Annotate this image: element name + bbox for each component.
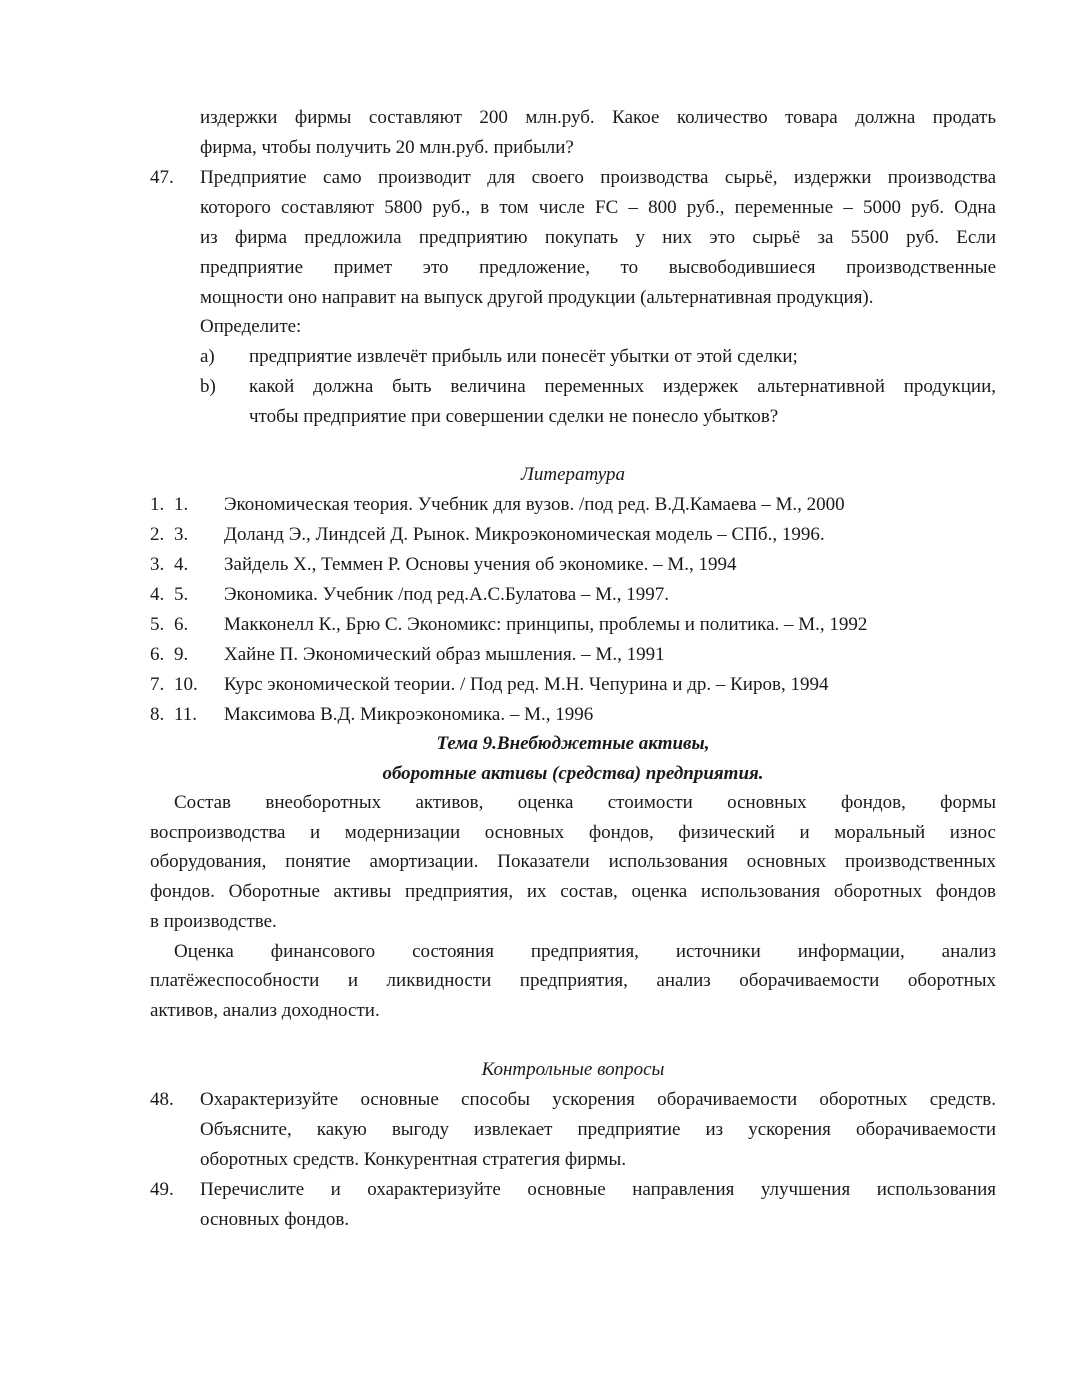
literature-item: Курс экономической теории. / Под ред. М.Н. Чепурина и др. – Киров, 1994	[224, 674, 829, 695]
paragraph-line: издержки фирмы составляют 200 млн.руб. Какое количество товара должна продать	[200, 107, 996, 128]
question-line: Объясните, какую выгоду извлекает предприятие из ускорения оборачиваемости	[200, 1119, 996, 1140]
literature-item: Доланд Э., Линдсей Д. Рынок. Микроэкономическая модель – СПб., 1996.	[224, 524, 825, 545]
question-number: 48.	[150, 1089, 174, 1110]
sub-item-marker: b)	[200, 376, 216, 397]
question-line: Охарактеризуйте основные способы ускорения оборачиваемости оборотных средств.	[200, 1089, 996, 1110]
paragraph-line: воспроизводства и модернизации основных фондов, физический и моральный износ	[150, 822, 996, 843]
paragraph-line: активов, анализ доходности.	[150, 1000, 380, 1021]
question-number: 49.	[150, 1179, 174, 1200]
literature-item: Хайне П. Экономический образ мышления. – М., 1991	[224, 644, 665, 665]
literature-item: Экономика. Учебник /под ред.А.С.Булатова – М., 1997.	[224, 584, 670, 605]
list-number: 6.	[150, 644, 165, 665]
topic-title: оборотные активы (средства) предприятия.	[382, 763, 764, 784]
question-line: оборотных средств. Конкурентная стратегия фирмы.	[200, 1149, 627, 1170]
sub-item-text: чтобы предприятие при совершении сделки не понесло убытков?	[249, 406, 779, 427]
paragraph-line: фондов. Оборотные активы предприятия, их состав, оценка использования оборотных фондов	[150, 881, 996, 902]
list-number: 1.	[150, 494, 165, 515]
list-number: 3.	[150, 554, 165, 575]
question-determine: Определите:	[200, 316, 302, 337]
list-number: 5.	[174, 584, 189, 605]
question-line: предприятие примет это предложение, то высвободившиеся производственные	[200, 257, 996, 278]
question-line: Перечислите и охарактеризуйте основные направления улучшения использования	[200, 1179, 996, 1200]
question-number: 47.	[150, 167, 174, 188]
paragraph-line: в производстве.	[150, 911, 277, 932]
question-line: мощности оно направит на выпуск другой продукции (альтернативная продукция).	[200, 287, 874, 308]
list-number: 6.	[174, 614, 189, 635]
question-line: из фирма предложила предприятию покупать у них это сырьё за 5500 руб. Если	[200, 227, 996, 248]
list-number: 1.	[174, 494, 189, 515]
sub-item-text: предприятие извлечёт прибыль или понесёт убытки от этой сделки;	[249, 346, 798, 367]
list-number: 10.	[174, 674, 198, 695]
list-number: 9.	[174, 644, 189, 665]
paragraph-line: фирма, чтобы получить 20 млн.руб. прибыли?	[200, 137, 574, 158]
literature-item: Максимова В.Д. Микроэкономика. – М., 1996	[224, 704, 594, 725]
list-number: 8.	[150, 704, 165, 725]
list-number: 4.	[174, 554, 189, 575]
literature-item: Зайдель Х., Теммен Р. Основы учения об экономике. – М., 1994	[224, 554, 737, 575]
literature-item: Экономическая теория. Учебник для вузов. /под ред. В.Д.Камаева – М., 2000	[224, 494, 845, 515]
list-number: 4.	[150, 584, 165, 605]
literature-heading: Литература	[521, 464, 625, 485]
question-line: основных фондов.	[200, 1209, 350, 1230]
paragraph-line: Состав внеоборотных активов, оценка стоимости основных фондов, формы	[174, 792, 996, 813]
paragraph-line: Оценка финансового состояния предприятия, источники информации, анализ	[174, 941, 996, 962]
list-number: 11.	[174, 704, 198, 725]
sub-item-marker: a)	[200, 346, 215, 367]
sub-item-text: какой должна быть величина переменных издержек альтернативной продукции,	[249, 376, 996, 397]
literature-item: Макконелл К., Брю С. Экономикс: принципы, проблемы и политика. – М., 1992	[224, 614, 868, 635]
list-number: 5.	[150, 614, 165, 635]
list-number: 3.	[174, 524, 189, 545]
list-number: 7.	[150, 674, 165, 695]
paragraph-line: платёжеспособности и ликвидности предприятия, анализ оборачиваемости оборотных	[150, 970, 996, 991]
question-line: Предприятие само производит для своего производства сырьё, издержки производства	[200, 167, 996, 188]
topic-title: Тема 9.Внебюджетные активы,	[436, 733, 710, 754]
question-line: которого составляют 5800 руб., в том числе FC – 800 руб., переменные – 5000 руб. Одна	[200, 197, 996, 218]
paragraph-line: оборудования, понятие амортизации. Показатели использования основных производственных	[150, 851, 996, 872]
control-questions-heading: Контрольные вопросы	[481, 1059, 665, 1080]
list-number: 2.	[150, 524, 165, 545]
